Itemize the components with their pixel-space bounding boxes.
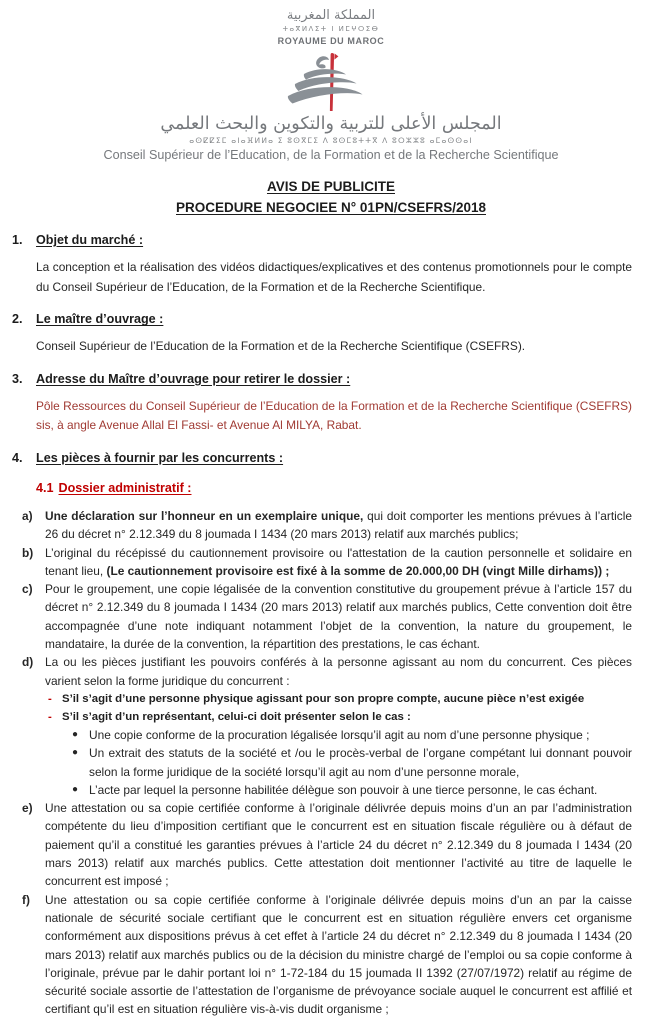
section-3-number: 3.	[12, 371, 23, 386]
section-4-heading-row	[12, 450, 634, 467]
item-a-bold-lead: Une déclaration sur l’honneur en un exemplaire unique,	[45, 508, 368, 523]
section-2-heading-row	[12, 311, 634, 328]
section-1-heading: Objet du marché :	[36, 233, 144, 247]
item-d-dash-1-text: S’il s’agit d’une personne physique agissant pour son propre compte, aucune pièce n’est exigée	[62, 692, 585, 705]
red-dash-icon: -	[48, 710, 52, 723]
item-a-text	[45, 507, 632, 544]
item-d-text: La ou les pièces justifiant les pouvoirs conférés à la personne agissant au nom du concurrent. Ces pièces varient selon la forme juridique du concurrent :	[45, 655, 632, 688]
item-d-bullet-1	[72, 726, 632, 744]
bullet-icon: ●	[72, 747, 79, 759]
subsection-4-1-number: 4.1	[36, 480, 54, 495]
procedure-number-title: PROCEDURE NEGOCIEE N° 01PN/CSEFRS/2018	[176, 200, 486, 215]
item-f-letter: f)	[22, 892, 30, 907]
item-a	[22, 507, 632, 544]
item-e-letter: e)	[22, 801, 33, 816]
notice-title: AVIS DE PUBLICITE	[266, 179, 395, 194]
section-2-body: Conseil Supérieur de l’Education de la Formation et de la Recherche Scientifique (CSEFRS).	[36, 339, 526, 354]
subsection-4-1-heading-row	[36, 480, 634, 497]
section-1-heading-row	[12, 232, 634, 249]
document-header	[0, 0, 662, 163]
item-f	[22, 891, 632, 1019]
red-dash-icon: -	[48, 692, 52, 705]
item-d-bullet-2	[72, 744, 632, 781]
item-c-text: Pour le groupement, une copie légalisée de la convention constitutive du groupement prévue à l’article 157 du décret n° 2.12.349 du 8 joumada I 1434 (20 mars 2013) relatif aux marchés publics, Cette convention doit être accompagnée d’une note indiquant notamment l’objet de la convention, la nature du groupement, le mandataire, la durée de la convention, la répartition des prestations, le cas échant.	[45, 582, 632, 652]
section-2-number: 2.	[12, 312, 23, 327]
item-d-bullet-3	[72, 781, 632, 799]
item-e-text: Une attestation ou sa copie certifiée conforme à l’originale délivrée depuis moins d’un an par l’administration compétente du lieu d’imposition certifiant que le concurrent est en situation fiscale régulière ou à défaut de paiement qu’il a constitué les garanties prévues à l’article 24 du décret n° 2.12.349 du 8 joumada I 1434 (20 mars 2013) relatif aux marchés publics. Cette attestation doit mentionner l’activité au titre de laquelle le concurrent est imposé ;	[45, 801, 632, 889]
council-tifinagh-text: ⴰⵙⵇⵇⵉⵎ ⴰⵏⴰⴼⵍⵍⴰ ⵉ ⵓⵙⴳⵎⵉ ⴷ ⵓⵙⵎⵓⵜⵜⴳ ⴷ ⵓⵔⵣⵣⵓ ⴰⵎⴰⵙⵙⴰⵏ	[189, 136, 473, 145]
council-arabic-text: المجلس الأعلى للتربية والتكوين والبحث العلمي	[160, 114, 502, 134]
council-french-text: Conseil Supérieur de l’Education, de la Formation et de la Recherche Scientifique	[103, 148, 559, 162]
bullet-icon: ●	[72, 728, 79, 740]
item-d-bullet-2-text: Un extrait des statuts de la société et /ou le procès-verbal de l’organe compétant lui donnant pouvoir selon la forme juridique de la société lorsqu’il agit au nom d’une personne morale,	[89, 746, 632, 779]
section-3-body-address: Pôle Ressources du Conseil Supérieur de l’Education de la Formation et de la Recherche Scientifique (CSEFRS) sis, à angle Avenue Allal El Fassi- et Avenue Al MILYA, Rabat.	[36, 398, 632, 433]
section-2-heading: Le maître d’ouvrage :	[36, 312, 164, 327]
bullet-icon: ●	[72, 783, 79, 795]
item-d-bullet-1-text: Une copie conforme de la procuration légalisée lorsqu’il agit au nom d’une personne physique ;	[89, 727, 590, 742]
section-3-heading-row	[12, 371, 634, 388]
item-b-text	[45, 544, 632, 581]
item-f-text: Une attestation ou sa copie certifiée conforme à l’originale délivrée depuis moins d’un an par la caisse nationale de sécurité sociale certifiant que le concurrent est en situation régulière envers cet organisme conformément aux dispositions prévus à cet effet à l’article 24 du décret n° 2.12.349 du 8 joumada I 1434 (20 mars 2013) relatif aux marchés publics ou de la décision du ministre chargé de l’emploi ou sa copie conforme à l’originale, prévue par le dahir portant loi n° 1-72-184 du 15 joumada II 1392 (27/07/1972) relatif au régime de sécurité sociale assortie de l’attestation de l’organisme de prévoyance sociale auquel le concurrent est affilié et certifiant qu’il est en situation régulière vis-à-vis dudit organisme ;	[45, 892, 632, 1017]
item-d-bullet-3-text: L’acte par lequel la personne habilitée délègue son pouvoir à une tierce personne, le cas échant.	[89, 782, 598, 797]
item-c-letter: c)	[22, 582, 33, 597]
item-d-dash-2	[48, 708, 632, 726]
item-d-dash-2-text: S’il s’agit d’un représentant, celui-ci doit présenter selon le cas :	[62, 710, 411, 723]
administrative-file-items	[0, 507, 662, 1019]
subsection-4-1-heading: Dossier administratif :	[58, 480, 192, 495]
section-1-body: La conception et la réalisation des vidéos didactiques/explicatives et des contenus promotionnels pour le compte du Conseil Supérieur de l’Education, de la Formation et de la Recherche Scientifique.	[36, 260, 632, 294]
section-1-number: 1.	[12, 233, 23, 247]
csefrs-logo-icon	[0, 52, 662, 112]
item-a-letter: a)	[22, 508, 33, 523]
item-b-bold-rest: (Le cautionnement provisoire est fixé à la somme de 20.000,00 DH (vingt Mille dirhams)) ;	[106, 563, 610, 578]
item-b-lead: L’original du récépissé du cautionnement provisoire ou l'attestation de la caution personnelle et solidaire en tenant lieu,	[45, 545, 632, 578]
item-e	[22, 799, 632, 890]
item-a-rest: qui doit comporter les mentions prévues à l’article 26 du décret n° 2.12.349 du 8 joumada I 1434 (20 mars 2013) relatif aux marchés publics;	[45, 508, 633, 542]
kingdom-arabic-text: المملكة المغربية	[286, 8, 376, 23]
notice-title-block	[0, 176, 662, 218]
item-d-dash-1	[48, 690, 632, 708]
item-b-letter: b)	[22, 545, 34, 560]
section-4-heading: Les pièces à fournir par les concurrents :	[36, 450, 284, 465]
kingdom-french-text: ROYAUME DU MAROC	[277, 36, 385, 46]
item-d-letter: d)	[22, 655, 34, 670]
item-b	[22, 544, 632, 581]
section-3-heading: Adresse du Maître d’ouvrage pour retirer le dossier :	[36, 371, 351, 386]
item-c	[22, 580, 632, 653]
section-4-number: 4.	[12, 450, 23, 465]
item-d	[22, 653, 632, 690]
kingdom-tifinagh-text: ⵜⴰⴳⵍⴷⵉⵜ ⵏ ⵍⵎⵖⵔⵉⴱ	[282, 25, 380, 33]
